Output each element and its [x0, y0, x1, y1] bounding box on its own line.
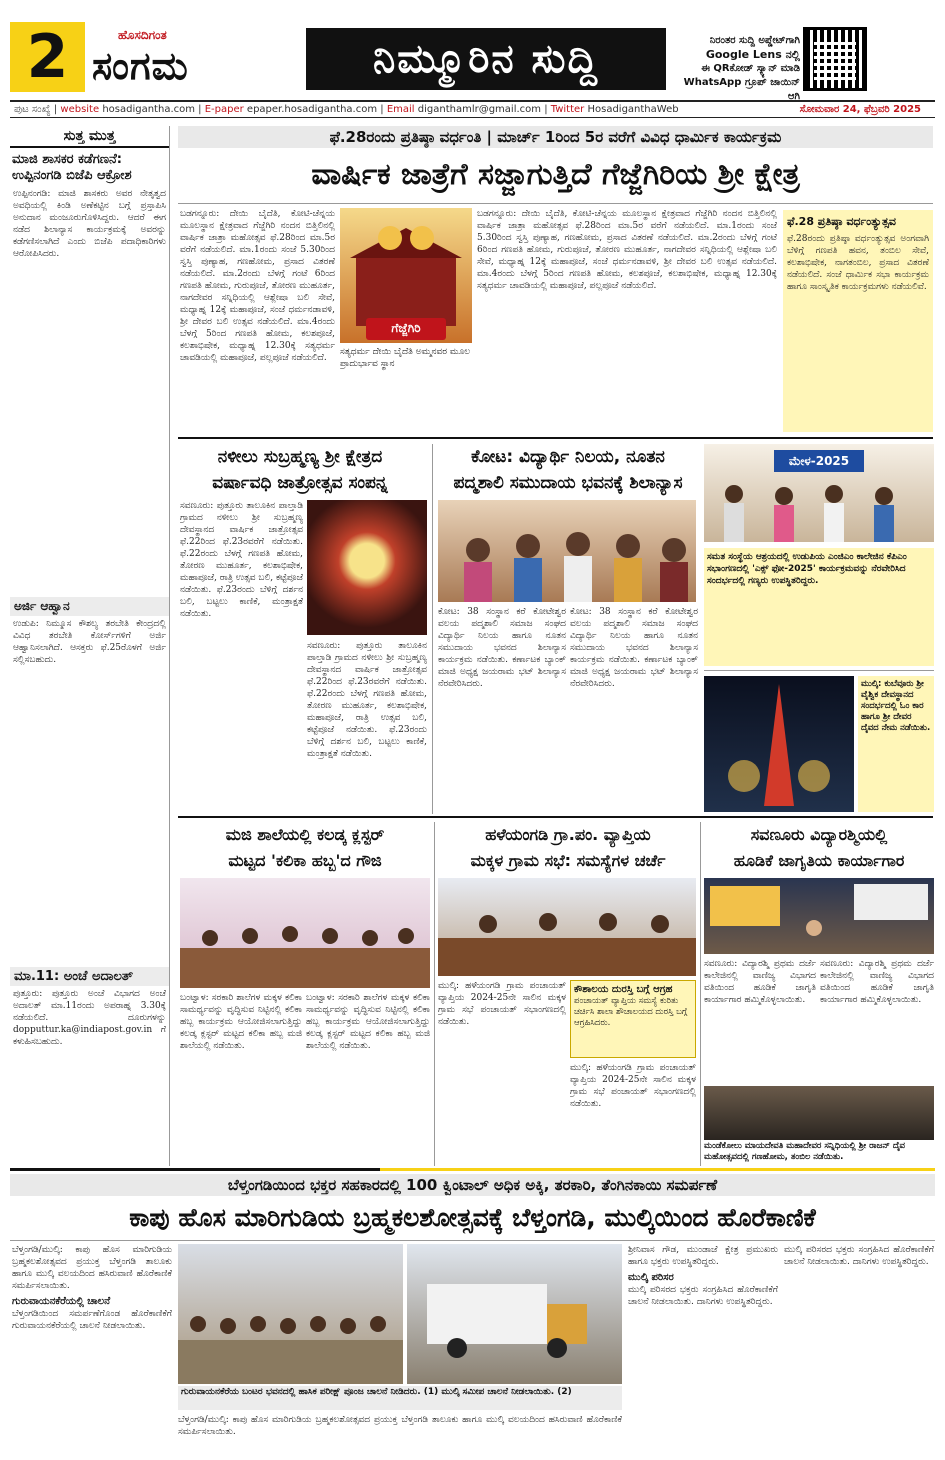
qr-line-3: ಈ QRಕೋಡ್ ಸ್ಕ್ಯಾನ್ ಮಾಡಿ: [701, 63, 800, 74]
divider: [704, 670, 934, 671]
nalilu-headline-2: ವರ್ಷಾವಧಿ ಜಾತ್ರೋತ್ಸವ ಸಂಪನ್ನ: [212, 473, 388, 493]
twitter-link[interactable]: HosadiganthaWeb: [587, 104, 679, 115]
lead-sidebar-title: ಫೆ.28 ಪ್ರತಿಷ್ಠಾ ವರ್ಧಂತ್ಯುತ್ಸವ: [787, 215, 896, 228]
bottom-text-mundaje: ಶ್ರೀನಿವಾಸ ಗೌಡ, ಮುಂಡಾಜೆ ಕ್ಷೇತ್ರ ಪ್ರಮುಖರು ಹಾಗೂ ಭಕ್ತರು ಉಪಸ್ಥಿತರಿದ್ದರು.: [628, 1245, 778, 1267]
divider: [178, 816, 933, 818]
kota-text-col1: ಕೋಟ: 38 ಸಂಸ್ಥಾನ ಕರೆ ಕೋಟೇಶ್ವರ ವಲಯ ಪದ್ಮಶಾಲಿ ಸಮಾಜ ಸಂಘದ ವಿದ್ಯಾರ್ಥಿ ನಿಲಯ ಹಾಗೂ ನೂತನ ಸಮುದಾಯ ಭವನದ ಶಿಲಾನ್ಯಾಸ ಕಾರ್ಯಕ್ರಮ ನಡೆಯಿತು. ಕರ್ಣಾಟಕ ಬ್ಯಾಂಕ್ ಮಾಜಿ ಅಧ್ಯಕ್ಷ ಜಯರಾಮ ಭಟ್ ಶಿಲಾನ್ಯಾಸ ನೆರವೇರಿಸಿದರು.: [438, 607, 566, 689]
qr-line-1: ನಿರಂತರ ಸುದ್ದಿ ಅಪ್ಡೇಟ್‌ಗಾಗಿ: [709, 35, 800, 46]
savanur-headline-1: ಸವಣೂರು ವಿದ್ಯಾರಶ್ಮಿಯಲ್ಲಿ: [750, 825, 888, 844]
story-text-arji: ಉಡುಪಿ: ನಿಮ್ಮೂಸ ಕೌಶಲ್ಯ ತರಬೇತಿ ಕೇಂದ್ರದಲ್ಲಿ ವಿವಿಧ ತರಬೇತಿ ಕೋರ್ಸ್‌ಗಳಿಗೆ ಅರ್ಜಿ ಆಹ್ವಾನಿಸಲಾಗಿದೆ. ಆಸಕ್ತರು ಫೆ.25ರೊಳಗೆ ಅರ್ಜಿ ಸಲ್ಲಿಸಬಹುದು.: [13, 619, 166, 665]
haleyangadi-text: ಮುಲ್ಕಿ: ಹಳೆಯಂಗಡಿ ಗ್ರಾಮ ಪಂಚಾಯತ್ ವ್ಯಾಪ್ತಿಯ 2024-25ನೇ ಸಾಲಿನ ಮಕ್ಕಳ ಗ್ರಾಮ ಸಭೆ ಪಂಚಾಯತ್ ಸಭಾಂಗಣದಲ್ಲಿ ನಡೆಯಿತು.: [438, 981, 566, 1027]
people-illustration: [438, 500, 696, 602]
savanur-text-col2: ಸವಣೂರು: ವಿದ್ಯಾರಶ್ಮಿ ಪ್ರಥಮ ದರ್ಜೆ ಕಾಲೇಜಿನಲ್ಲಿ ವಾಣಿಜ್ಯ ವಿಭಾಗದ ವತಿಯಿಂದ ಹೂಡಿಕೆ ಜಾಗೃತಿ ಕಾರ್ಯಾಗಾರ ಹಮ್ಮಿಕೊಳ್ಳಲಾಯಿತು.: [820, 959, 934, 1005]
lead-text-col1: ಬಡಗನ್ನೂರು: ದೇಯಿ ಬೈದೆತಿ, ಕೋಟಿ-ಚೆನ್ನಯ ಮೂಲಸ್ಥಾನ ಕ್ಷೇತ್ರವಾದ ಗೆಜ್ಜೆಗಿರಿ ನಂದನ ಬಿತ್ತಿಲಿನಲ್ಲಿ ವಾರ್ಷಿಕ ಜಾತ್ರಾ ಮಹೋತ್ಸವ ಫೆ.28ರಿಂದ ಮಾ.5ರ ವರೆಗೆ ನಡೆಯಲಿದೆ. ಮಾ.1ರಂದು ಸಂಜೆ 5.30ರಿಂದ ಸ್ವಸ್ತಿ ಪುಣ್ಯಾಹ, ಗಣಹೋಮ, ಪ್ರಸಾದ ವಿತರಣೆ ನಡೆಯಲಿದೆ. ಮಾ.2ರಂದು ಬೆಳಗ್ಗೆ ಗಂಟೆ 6ರಿಂದ ಗಣಪತಿ ಹೋಮ, ಗುರುಪೂಜೆ, ತೋರಣ ಮುಹೂರ್ತ, ನಾಗದೇವರ ಸನ್ನಿಧಿಯಲ್ಲಿ ಆಶ್ಲೇಷಾ ಬಲಿ ಸೇವೆ, ಮಧ್ಯಾಹ್ನ 12ಕ್ಕೆ ಮಹಾಪೂಜೆ, ಸಂಜೆ ಧರ್ಮನಡಾವಳಿ, ಶ್ರೀ ದೇವರ ಬಲಿ ಉತ್ಸವ ನಡೆಯಲಿದೆ. ಮಾ.4ರಂದು ಬೆಳಗ್ಗೆ 5ರಿಂದ ಗಣಪತಿ ಹೋಮ, ಕಲಶಪೂಜೆ, ಕಲಶಾಭಿಷೇಕ, ಮಧ್ಯಾಹ್ನ 12.30ಕ್ಕೆ ಸತ್ಯಧರ್ಮ ಚಾವಡಿಯಲ್ಲಿ ಮಹಾಪೂಜೆ, ಪಲ್ಲಪೂಜೆ ನಡೆಯಲಿದೆ.: [180, 209, 335, 363]
divider: [434, 822, 435, 1166]
story-title-anche-adalat: ಮಾ.11: ಅಂಚೆ ಅದಾಲತ್: [10, 967, 169, 986]
temple-photo-caption: ಸತ್ಯಧರ್ಮ ದೇಯಿ ಬೈದೆತಿ ಅಮ್ಮನವರ ಮೂಲ ಪ್ರಾದುರ್ಭಾವ ಸ್ಥಾನ: [340, 347, 471, 369]
issue-date: ಸೋಮವಾರ 24, ಫೆಬ್ರವರಿ 2025: [799, 104, 921, 115]
bottom-photo-2: [407, 1244, 622, 1384]
mulki-structure-illustration: [704, 676, 854, 812]
temple-photo-label: ಗೆಜ್ಜೆಗಿರಿ: [391, 321, 421, 335]
bottom-text-guru: ಬೆಳ್ತಂಗಡಿಯಿಂದ ಸಮರ್ಪಣೆಗೊಂಡ ಹೊರೆಕಾಣಿಕೆಗೆ ಗುರುವಾಯನಕೆರೆಯಲ್ಲಿ ಚಾಲನೆ ನೀಡಲಾಯಿತು.: [12, 1309, 172, 1331]
story-text-uppinangadi: ಉಪ್ಪಿನಂಗಡಿ: ಮಾಜಿ ಶಾಸಕರು ಅವರ ನೇತೃತ್ವದ ಅವಧಿಯಲ್ಲಿ ಕಿಂಡಿ ಅಣೆಕಟ್ಟಿನ ಬಗ್ಗೆ ಪ್ರಸ್ತಾಪಿಸಿ ಅನುದಾನ ಮಂಜೂರುಗೊಳಿಸಿದ್ದರು. ಆದರೆ ಈಗ ನಡೆದ ಶಿಲಾನ್ಯಾಸ ಕಾರ್ಯಕ್ರಮಕ್ಕೆ ಅವರನ್ನು ಕಡೆಗಣಿಸಲಾಗಿದೆ ಎಂದು ಬಿಜೆಪಿ ಪದಾಧಿಕಾರಿಗಳು ಆರೋಪಿಸಿದರು.: [13, 189, 166, 259]
bottom-subhead-2: ಮುಲ್ಕಿ ಪರಿಸರ: [628, 1272, 674, 1283]
haleyangadi-text-col2: ಮುಲ್ಕಿ: ಹಳೆಯಂಗಡಿ ಗ್ರಾಮ ಪಂಚಾಯತ್ ವ್ಯಾಪ್ತಿಯ 2024-25ನೇ ಸಾಲಿನ ಮಕ್ಕಳ ಗ್ರಾಮ ಸಭೆ ಪಂಚಾಯತ್ ಸಭಾಂಗಣದಲ್ಲಿ ನಡೆಯಿತು.: [570, 1063, 696, 1109]
email-link[interactable]: diganthamlr@gmail.com: [417, 104, 542, 115]
divider: [700, 822, 701, 1166]
workshop-illustration: [704, 878, 934, 954]
divider: [432, 444, 433, 814]
truck-illustration: [407, 1244, 622, 1384]
brand-name: ಸಂಗಮ: [92, 44, 189, 88]
nalilu-headline-1: ನಳೀಲು ಸುಬ್ರಹ್ಮಣ್ಯ ಶ್ರೀ ಕ್ಷೇತ್ರದ: [217, 447, 383, 467]
bottom-text-col3: [628, 1244, 778, 1456]
bottom-headline: ಕಾಪು ಹೊಸ ಮಾರಿಗುಡಿಯ ಬ್ರಹ್ಮಕಲಶೋತ್ಸವಕ್ಕೆ ಬೆಳ್ತಂಗಡಿ, ಮುಲ್ಕಿಯಿಂದ ಹೊರೆಕಾಣಿಕೆ: [129, 1203, 816, 1232]
mela-photo: [704, 444, 934, 542]
mandekolu-caption: ಮಂಡೆಕೋಲು ಮಾಯದೇವತಿ ಮಹಾದೇವರ ಸನ್ನಿಧಿಯಲ್ಲಿ ಶ್ರೀ ರಾಜನ್ ದೈವ ಮಹೋತ್ಸವದಲ್ಲಿ ಗಣಹೋಮ, ತಂಬಿಲ ನಡೆಯಿತು.: [704, 1141, 905, 1162]
savanur-text-col1: ಸವಣೂರು: ವಿದ್ಯಾರಶ್ಮಿ ಪ್ರಥಮ ದರ್ಜೆ ಕಾಲೇಜಿನಲ್ಲಿ ವಾಣಿಜ್ಯ ವಿಭಾಗದ ವತಿಯಿಂದ ಹೂಡಿಕೆ ಜಾಗೃತಿ ಕಾರ್ಯಾಗಾರ ಹಮ್ಮಿಕೊಳ್ಳಲಾಯಿತು.: [704, 959, 816, 1005]
twitter-label: Twitter: [550, 104, 585, 115]
mela-banner: ಮೇಳ-2025: [774, 450, 864, 472]
nalilu-text-col2: ಸವಣೂರು: ಪುತ್ತೂರು ತಾಲೂಕಿನ ಪಾಲ್ತಾಡಿ ಗ್ರಾಮದ ನಳೀಲು ಶ್ರೀ ಸುಬ್ರಹ್ಮಣ್ಯ ದೇವಸ್ಥಾನದ ವಾರ್ಷಿಕ ಜಾತ್ರೋತ್ಸವ ಫೆ.22ರಿಂದ ಫೆ.23ರವರೆಗೆ ನಡೆಯಿತು. ಫೆ.22ರಂದು ಬೆಳಗ್ಗೆ ಗಣಪತಿ ಹೋಮ, ತೋರಣ ಮುಹೂರ್ತ, ಕಲಶಾಭಿಷೇಕ, ಮಹಾಪೂಜೆ, ರಾತ್ರಿ ಉತ್ಸವ ಬಲಿ, ಕಟ್ಟೆಪೂಜೆ ನಡೆಯಿತು. ಫೆ.23ರಂದು ಬೆಳಿಗ್ಗೆ ದರ್ಶನ ಬಲಿ, ಬಟ್ಟಲು ಕಾಣಿಕೆ, ಮಂತ್ರಾಕ್ಷತೆ ನಡೆಯಿತು.: [307, 641, 427, 759]
qr-code-icon[interactable]: [806, 30, 864, 88]
kota-text-col2: ಕೋಟ: 38 ಸಂಸ್ಥಾನ ಕರೆ ಕೋಟೇಶ್ವರ ವಲಯ ಪದ್ಮಶಾಲಿ ಸಮಾಜ ಸಂಘದ ವಿದ್ಯಾರ್ಥಿ ನಿಲಯ ಹಾಗೂ ನೂತನ ಸಮುದಾಯ ಭವನದ ಶಿಲಾನ್ಯಾಸ ಕಾರ್ಯಕ್ರಮ ನಡೆಯಿತು. ಕರ್ಣಾಟಕ ಬ್ಯಾಂಕ್ ಮಾಜಿ ಅಧ್ಯಕ್ಷ ಜಯರಾಮ ಭಟ್ ಶಿಲಾನ್ಯಾಸ ನೆರವೇರಿಸಿದರು.: [570, 607, 698, 689]
bottom-kicker: ಬೆಳ್ತಂಗಡಿಯಿಂದ ಭಕ್ತರ ಸಹಕಾರದಲ್ಲಿ 100 ಕ್ವಿಂಟಾಲ್ ಅಧಿಕ ಅಕ್ಕಿ, ತರಕಾರಿ, ತೆಂಗಿನಕಾಯಿ ಸಮರ್ಪಣೆ: [10, 1174, 935, 1196]
left-column: [10, 126, 170, 1166]
mulki-night-photo: [704, 676, 854, 812]
haleyangadi-box: [570, 980, 696, 1058]
bottom-subhead-1: ಗುರುವಾಯನಕೆರೆಯಲ್ಲಿ ಚಾಲನೆ: [12, 1296, 111, 1307]
lead-headline: ವಾರ್ಷಿಕ ಜಾತ್ರೆಗೆ ಸಜ್ಜಾಗುತ್ತಿದೆ ಗೆಜ್ಜೆಗಿರಿಯ ಶ್ರೀ ಕ್ಷೇತ್ರ: [311, 157, 800, 192]
divider: [10, 1240, 935, 1241]
meeting-illustration: [438, 878, 696, 976]
epaper-link[interactable]: epaper.hosadigantha.com: [246, 104, 378, 115]
haleyangadi-box-title: ಕೌಶಾಲಯ ದುರಸ್ತಿ ಬಗ್ಗೆ ಆಗ್ರಹ: [574, 984, 673, 995]
divider: [178, 437, 933, 439]
bottom-text-col1: [12, 1244, 172, 1454]
bottom-text-under-photo: ಬೆಳ್ತಂಗಡಿ/ಮುಲ್ಕಿ: ಕಾಪು ಹೊಸ ಮಾರಿಗುಡಿಯ ಬ್ರಹ್ಮಕಲಶೋತ್ಸವದ ಪ್ರಯುಕ್ತ ಬೆಳ್ತಂಗಡಿ ತಾಲೂಕು ಹಾಗೂ ಮುಲ್ಕಿ ವಲಯದಿಂದ ಹಸಿರುವಾಣಿ ಹೊರೆಕಾಣಿಕೆ ಸಮರ್ಪಿಸಲಾಯಿತು.: [178, 1415, 622, 1437]
divider: [10, 1168, 935, 1171]
kota-headline-2: ಪದ್ಮಶಾಲಿ ಸಮುದಾಯ ಭವನಕ್ಕೆ ಶಿಲಾನ್ಯಾಸ: [453, 473, 683, 493]
lead-sidebar: [783, 210, 933, 432]
qr-instructions: [676, 34, 800, 104]
people-illustration: [704, 444, 934, 542]
info-bar: ಪುಟ ಸಂಖ್ಯೆ | website hosadigantha.com | E-paper epaper.hosadigantha.com | Email diganthamlr@gmail.com | Twitter HosadiganthaWeb ಸೋಮವಾರ 24, ಫೆಬ್ರವರಿ 2025: [10, 100, 935, 118]
bottom-text-intro: ಬೆಳ್ತಂಗಡಿ/ಮುಲ್ಕಿ: ಕಾಪು ಹೊಸ ಮಾರಿಗುಡಿಯ ಬ್ರಹ್ಮಕಲಶೋತ್ಸವದ ಪ್ರಯುಕ್ತ ಬೆಳ್ತಂಗಡಿ ತಾಲೂಕು ಹಾಗೂ ಮುಲ್ಕಿ ವಲಯದಿಂದ ಹಸಿರುವಾಣಿ ಹೊರೆಕಾಣಿಕೆ ಸಮರ್ಪಿಸಲಾಯಿತು.: [12, 1245, 172, 1291]
lead-kicker: ಫೆ.28ರಂದು ಪ್ರತಿಷ್ಠಾ ವರ್ಧಂತಿ | ಮಾರ್ಚ್ 1ರಿಂದ 5ರ ವರೆಗೆ ವಿವಿಧ ಧಾರ್ಮಿಕ ಕಾರ್ಯಕ್ರಮ: [178, 126, 933, 148]
page-number: 2: [10, 22, 85, 92]
lead-sidebar-text: ಫೆ.28ರಂದು ಪ್ರತಿಷ್ಠಾ ವರ್ಧಂತ್ಯುತ್ಸವ ಅಂಗವಾಗಿ ಬೆಳಿಗ್ಗೆ ಗಣಪತಿ ಹವನ, ತಂಬಿಲ ಸೇವೆ, ಕಲಶಾಭಿಷೇಕ, ನಾಗತಂಬಿಲ, ಪ್ರಸಾದ ವಿತರಣೆ ನಡೆಯಲಿದೆ. ಸಂಜೆ ಧಾರ್ಮಿಕ ಸಭಾ ಕಾರ್ಯಕ್ರಮ ಹಾಗೂ ಸಾಂಸ್ಕೃತಿಕ ಕಾರ್ಯಕ್ರಮಗಳು ನಡೆಯಲಿವೆ.: [787, 234, 929, 292]
haleyangadi-photo: [438, 878, 696, 976]
kalika-headline-2: ಮಟ್ಟದ 'ಕಲಿಕಾ ಹಬ್ಬ'ದ ಗೌಜಿ: [228, 851, 382, 870]
page-label: ಪುಟ ಸಂಖ್ಯೆ: [14, 104, 51, 115]
bottom-photo-caption: ಗುರುವಾಯನಕೆರೆಯ ಬಂಟರ ಭವನದಲ್ಲಿ ಹಾಸಿಕ ಪರೀಕ್ಷ್ ಪೂಂಜ ಚಾಲನೆ ನೀಡಿದರು. (1) ಮುಲ್ಕಿ ಸಮೀಪ ಚಾಲನೆ ನೀಡಲಾಯಿತು. (2): [178, 1386, 622, 1410]
savanur-headline-2: ಹೂಡಿಕೆ ಜಾಗೃತಿಯ ಕಾರ್ಯಾಗಾರ: [733, 851, 905, 870]
procession-illustration: [178, 1244, 403, 1384]
kota-ceremony-photo: [438, 500, 696, 602]
mandekolu-photo: [704, 1086, 934, 1140]
story-title-uppinangadi: ಮಾಜಿ ಶಾಸಕರ ಕಡೆಗಣನೆ: ಉಪ್ಪಿನಂಗಡಿ ಬಿಜೆಪಿ ಆಕ್ರೋಶ: [12, 152, 132, 183]
mela-caption: ಸಮತ ಸಂಸ್ಥೆಯ ಆಶ್ರಯದಲ್ಲಿ ಉಡುಪಿಯ ಎಂಜಿಎಂ ಕಾಲೇಜಿನ ಕೆಪಿಎಂ ಸಭಾಂಗಣದಲ್ಲಿ 'ಎಕ್ಸ್ ಫೋ-2025' ಕಾರ್ಯಕ್ರಮವನ್ನು ನೆರವೇರಿಸಿದ ಸಂದರ್ಭದಲ್ಲಿ ಗಣ್ಯರು ಉಪಸ್ಥಿತರಿದ್ದರು.: [704, 548, 934, 666]
email-label: Email: [386, 104, 415, 115]
section-title: ನಿಮ್ಮೂರಿನ ಸುದ್ದಿ: [306, 28, 666, 90]
story-title-arji: ಅರ್ಜಿ ಆಹ್ವಾನ: [10, 597, 169, 616]
deity-photo: [307, 500, 427, 635]
website-link[interactable]: hosadigantha.com: [102, 104, 195, 115]
qr-line-2: Google Lens ನಲ್ಲಿ: [705, 48, 800, 61]
story-text-anche-adalat: ಪುತ್ತೂರು: ಪುತ್ತೂರು ಅಂಚೆ ವಿಭಾಗದ ಅಂಚೆ ಅದಾಲತ್ ಮಾ.11ರಂದು ಅಪರಾಹ್ನ 3.30ಕ್ಕೆ ನಡೆಯಲಿದೆ. ದೂರುಗಳನ್ನು dopputtur.ka@indiapost.gov.in ಗೆ ಕಳುಹಿಸಬಹುದು.: [13, 989, 166, 1047]
qr-line-4: WhatsApp ಗ್ರೂಪ್ ಜಾಯಿನ್ ಆಗಿ: [683, 77, 800, 102]
divider: [178, 203, 933, 204]
bottom-text-mulki: ಮುಲ್ಕಿ ಪರಿಸರದ ಭಕ್ತರು ಸಂಗ್ರಹಿಸಿದ ಹೊರೆಕಾಣಿಕೆಗೆ ಚಾಲನೆ ನೀಡಲಾಯಿತು. ದಾನಿಗಳು ಉಪಸ್ಥಿತರಿದ್ದರು.: [628, 1285, 778, 1307]
temple-photo: [340, 208, 472, 343]
kalika-headline-1: ಮಜಿ ಶಾಲೆಯಲ್ಲಿ ಕಲಡ್ಕ ಕ್ಲಸ್ಟರ್: [225, 825, 385, 844]
haleyangadi-headline-1: ಹಳೆಯಂಗಡಿ ಗ್ರಾ.ಪಂ. ವ್ಯಾಪ್ತಿಯ: [485, 825, 651, 844]
kota-headline-1: ಕೋಟ: ವಿದ್ಯಾರ್ಥಿ ನಿಲಯ, ನೂತನ: [471, 447, 665, 467]
bottom-text-col4: ಮುಲ್ಕಿ ಪರಿಸರದ ಭಕ್ತರು ಸಂಗ್ರಹಿಸಿದ ಹೊರೆಕಾಣಿಕೆಗೆ ಚಾಲನೆ ನೀಡಲಾಯಿತು. ದಾನಿಗಳು ಉಪಸ್ಥಿತರಿದ್ದರು.: [784, 1245, 934, 1267]
mulki-caption: ಮುಲ್ಕಿ: ಕುಬೆವೂರು ಶ್ರೀ ವೈಶ್ವಿಕ ದೇವಸ್ಥಾನದ ಸಂದರ್ಭದಲ್ಲಿ ಓಂ ಕಾರ ಹಾಗೂ ಶ್ರೀ ದೇವರ ದೈವದ ನೇಮ ನಡೆಯಿತು.: [858, 676, 934, 812]
kalika-photo: [180, 878, 430, 988]
nalilu-text-col1: ಸವಣೂರು: ಪುತ್ತೂರು ತಾಲೂಕಿನ ಪಾಲ್ತಾಡಿ ಗ್ರಾಮದ ನಳೀಲು ಶ್ರೀ ಸುಬ್ರಹ್ಮಣ್ಯ ದೇವಸ್ಥಾನದ ವಾರ್ಷಿಕ ಜಾತ್ರೋತ್ಸವ ಫೆ.22ರಿಂದ ಫೆ.23ರವರೆಗೆ ನಡೆಯಿತು. ಫೆ.22ರಂದು ಬೆಳಗ್ಗೆ ಗಣಪತಿ ಹೋಮ, ತೋರಣ ಮುಹೂರ್ತ, ಕಲಶಾಭಿಷೇಕ, ಮಹಾಪೂಜೆ, ರಾತ್ರಿ ಉತ್ಸವ ಬಲಿ, ಕಟ್ಟೆಪೂಜೆ ನಡೆಯಿತು. ಫೆ.23ರಂದು ಬೆಳಿಗ್ಗೆ ದರ್ಶನ ಬಲಿ, ಬಟ್ಟಲು ಕಾಣಿಕೆ, ಮಂತ್ರಾಕ್ಷತೆ ನಡೆಯಿತು.: [180, 501, 303, 619]
epaper-label: E-paper: [204, 104, 244, 115]
haleyangadi-headline-2: ಮಕ್ಕಳ ಗ್ರಾಮ ಸಭೆ: ಸಮಸ್ಯೆಗಳ ಚರ್ಚೆ: [470, 851, 666, 870]
section-suttamutta: ಸುತ್ತ ಮುತ್ತ: [10, 126, 169, 148]
brand-small: ಹೊಸದಿಗಂತ: [118, 28, 167, 42]
kalika-text-col1: ಬಂಟ್ವಾಳ: ಸರಕಾರಿ ಶಾಲೆಗಳ ಮಕ್ಕಳ ಕಲಿಕಾ ಸಾಮರ್ಥ್ಯವನ್ನು ವೃದ್ಧಿಸುವ ನಿಟ್ಟಿನಲ್ಲಿ ಕಲಿಕಾ ಹಬ್ಬ ಕಾರ್ಯಕ್ರಮ ಆಯೋಜಿಸಲಾಗುತ್ತಿದ್ದು ಕಲಡ್ಕ ಕ್ಲಸ್ಟರ್ ಮಟ್ಟದ ಕಲಿಕಾ ಹಬ್ಬ ಮಜಿ ಶಾಲೆಯಲ್ಲಿ ನಡೆಯಿತು.: [180, 993, 302, 1051]
kalika-text-col2: ಬಂಟ್ವಾಳ: ಸರಕಾರಿ ಶಾಲೆಗಳ ಮಕ್ಕಳ ಕಲಿಕಾ ಸಾಮರ್ಥ್ಯವನ್ನು ವೃದ್ಧಿಸುವ ನಿಟ್ಟಿನಲ್ಲಿ ಕಲಿಕಾ ಹಬ್ಬ ಕಾರ್ಯಕ್ರಮ ಆಯೋಜಿಸಲಾಗುತ್ತಿದ್ದು ಕಲಡ್ಕ ಕ್ಲಸ್ಟರ್ ಮಟ್ಟದ ಕಲಿಕಾ ಹಬ್ಬ ಮಜಿ ಶಾಲೆಯಲ್ಲಿ ನಡೆಯಿತು.: [306, 993, 430, 1051]
website-label: website: [60, 104, 100, 115]
children-illustration: [180, 878, 430, 988]
lead-text-col2: ಬಡಗನ್ನೂರು: ದೇಯಿ ಬೈದೆತಿ, ಕೋಟಿ-ಚೆನ್ನಯ ಮೂಲಸ್ಥಾನ ಕ್ಷೇತ್ರವಾದ ಗೆಜ್ಜೆಗಿರಿ ನಂದನ ಬಿತ್ತಿಲಿನಲ್ಲಿ ವಾರ್ಷಿಕ ಜಾತ್ರಾ ಮಹೋತ್ಸವ ಫೆ.28ರಿಂದ ಮಾ.5ರ ವರೆಗೆ ನಡೆಯಲಿದೆ. ಮಾ.1ರಂದು ಸಂಜೆ 5.30ರಿಂದ ಸ್ವಸ್ತಿ ಪುಣ್ಯಾಹ, ಗಣಹೋಮ, ಪ್ರಸಾದ ವಿತರಣೆ ನಡೆಯಲಿದೆ. ಮಾ.2ರಂದು ಬೆಳಗ್ಗೆ ಗಂಟೆ 6ರಿಂದ ಗಣಪತಿ ಹೋಮ, ಗುರುಪೂಜೆ, ತೋರಣ ಮುಹೂರ್ತ, ನಾಗದೇವರ ಸನ್ನಿಧಿಯಲ್ಲಿ ಆಶ್ಲೇಷಾ ಬಲಿ ಸೇವೆ, ಮಧ್ಯಾಹ್ನ 12ಕ್ಕೆ ಮಹಾಪೂಜೆ, ಸಂಜೆ ಧರ್ಮನಡಾವಳಿ, ಶ್ರೀ ದೇವರ ಬಲಿ ಉತ್ಸವ ನಡೆಯಲಿದೆ. ಮಾ.4ರಂದು ಬೆಳಗ್ಗೆ 5ರಿಂದ ಗಣಪತಿ ಹೋಮ, ಕಲಶಪೂಜೆ, ಕಲಶಾಭಿಷೇಕ, ಮಧ್ಯಾಹ್ನ 12.30ಕ್ಕೆ ಸತ್ಯಧರ್ಮ ಚಾವಡಿಯಲ್ಲಿ ಮಹಾಪೂಜೆ, ಪಲ್ಲಪೂಜೆ ನಡೆಯಲಿದೆ.: [477, 209, 777, 291]
haleyangadi-box-text: ಪಂಚಾಯತ್ ವ್ಯಾಪ್ತಿಯ ಸಮಸ್ಯೆ ಕುರಿತು ಚರ್ಚಿಸಿ ಶಾಲಾ ಶೌಚಾಲಯದ ದುರಸ್ತಿ ಬಗ್ಗೆ ಆಗ್ರಹಿಸಿದರು.: [574, 996, 688, 1028]
savanur-photo: [704, 878, 934, 954]
bottom-photo-1: [178, 1244, 403, 1384]
